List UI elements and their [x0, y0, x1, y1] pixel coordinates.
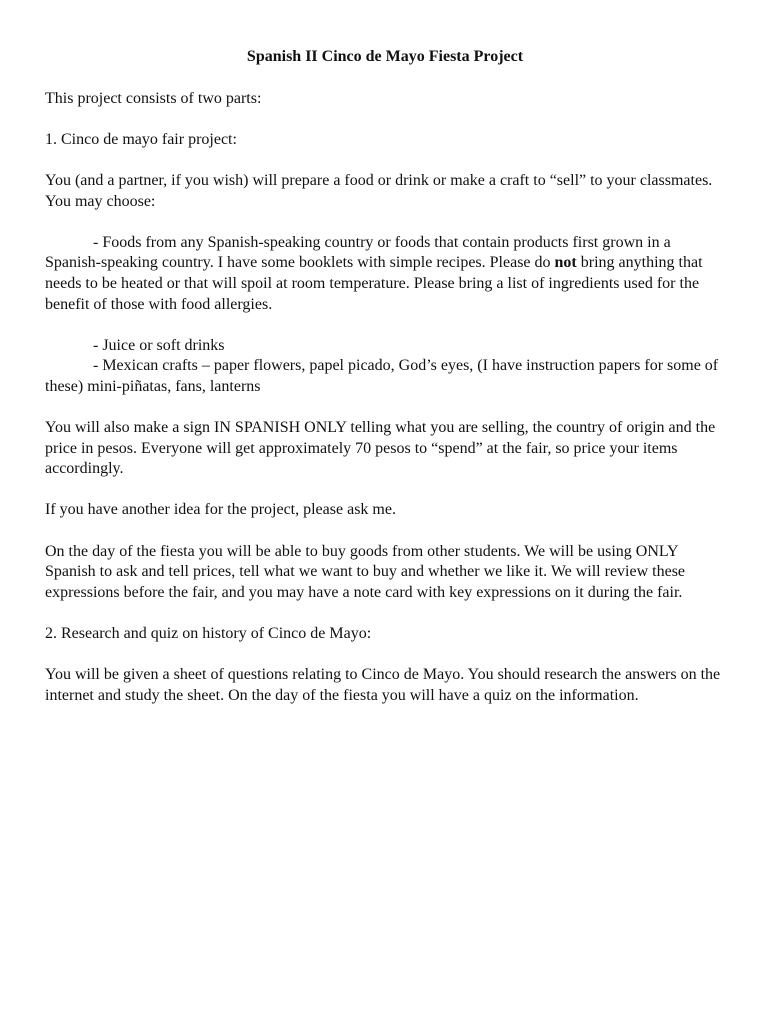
part2-heading: 2. Research and quiz on history of Cinco de Mayo: — [45, 625, 372, 643]
crafts-item: - Mexican crafts – paper flowers, papel picado, God’s eyes, (I have instruction papers for some of these) mini-piñatas, fans, lanterns — [45, 357, 719, 395]
document-page — [45, 47, 725, 727]
page-title: Spanish II Cinco de Mayo Fiesta Project — [246, 48, 524, 65]
part2-description: You will be given a sheet of questions relating to Cinco de Mayo. You should research the answers on the internet and study the sheet. On the day of the fiesta you will have a quiz on the information. — [45, 666, 721, 704]
intro-paragraph: This project consists of two parts: — [45, 89, 262, 107]
part1-description: You (and a partner, if you wish) will prepare a food or drink or make a craft to “sell” to your classmates. You may choose: — [45, 171, 713, 210]
foods-paragraph — [45, 233, 725, 315]
juice-item: - Juice or soft drinks — [93, 336, 225, 354]
foods-bold-not: not — [554, 254, 577, 272]
part1-heading: 1. Cinco de mayo fair project: — [45, 130, 237, 148]
idea-paragraph: If you have another idea for the project, please ask me. — [45, 501, 396, 519]
foods-text-end: bring anything that needs to be heated or that will spoil at room temperature. Please bring a list of ingredients used for the benefit of those with food allergies. — [45, 254, 703, 313]
foods-text-start: - Foods from any Spanish-speaking country or foods that contain products first grown in a Spanish-speaking country. I have some booklets with simple recipes. Please do — [45, 233, 671, 272]
sign-paragraph: You will also make a sign IN SPANISH ONLY telling what you are selling, the country of origin and the price in pesos. Everyone will get approximately 70 pesos to “spend” at the fair, so price your items accordingly. — [45, 419, 716, 478]
fiesta-day-paragraph: On the day of the fiesta you will be able to buy goods from other students. We will be using ONLY Spanish to ask and tell prices, tell what we want to buy and whether we like it. We will review these expressions before the fair, and you may have a note card with key expressions on it during the fair. — [45, 542, 686, 601]
